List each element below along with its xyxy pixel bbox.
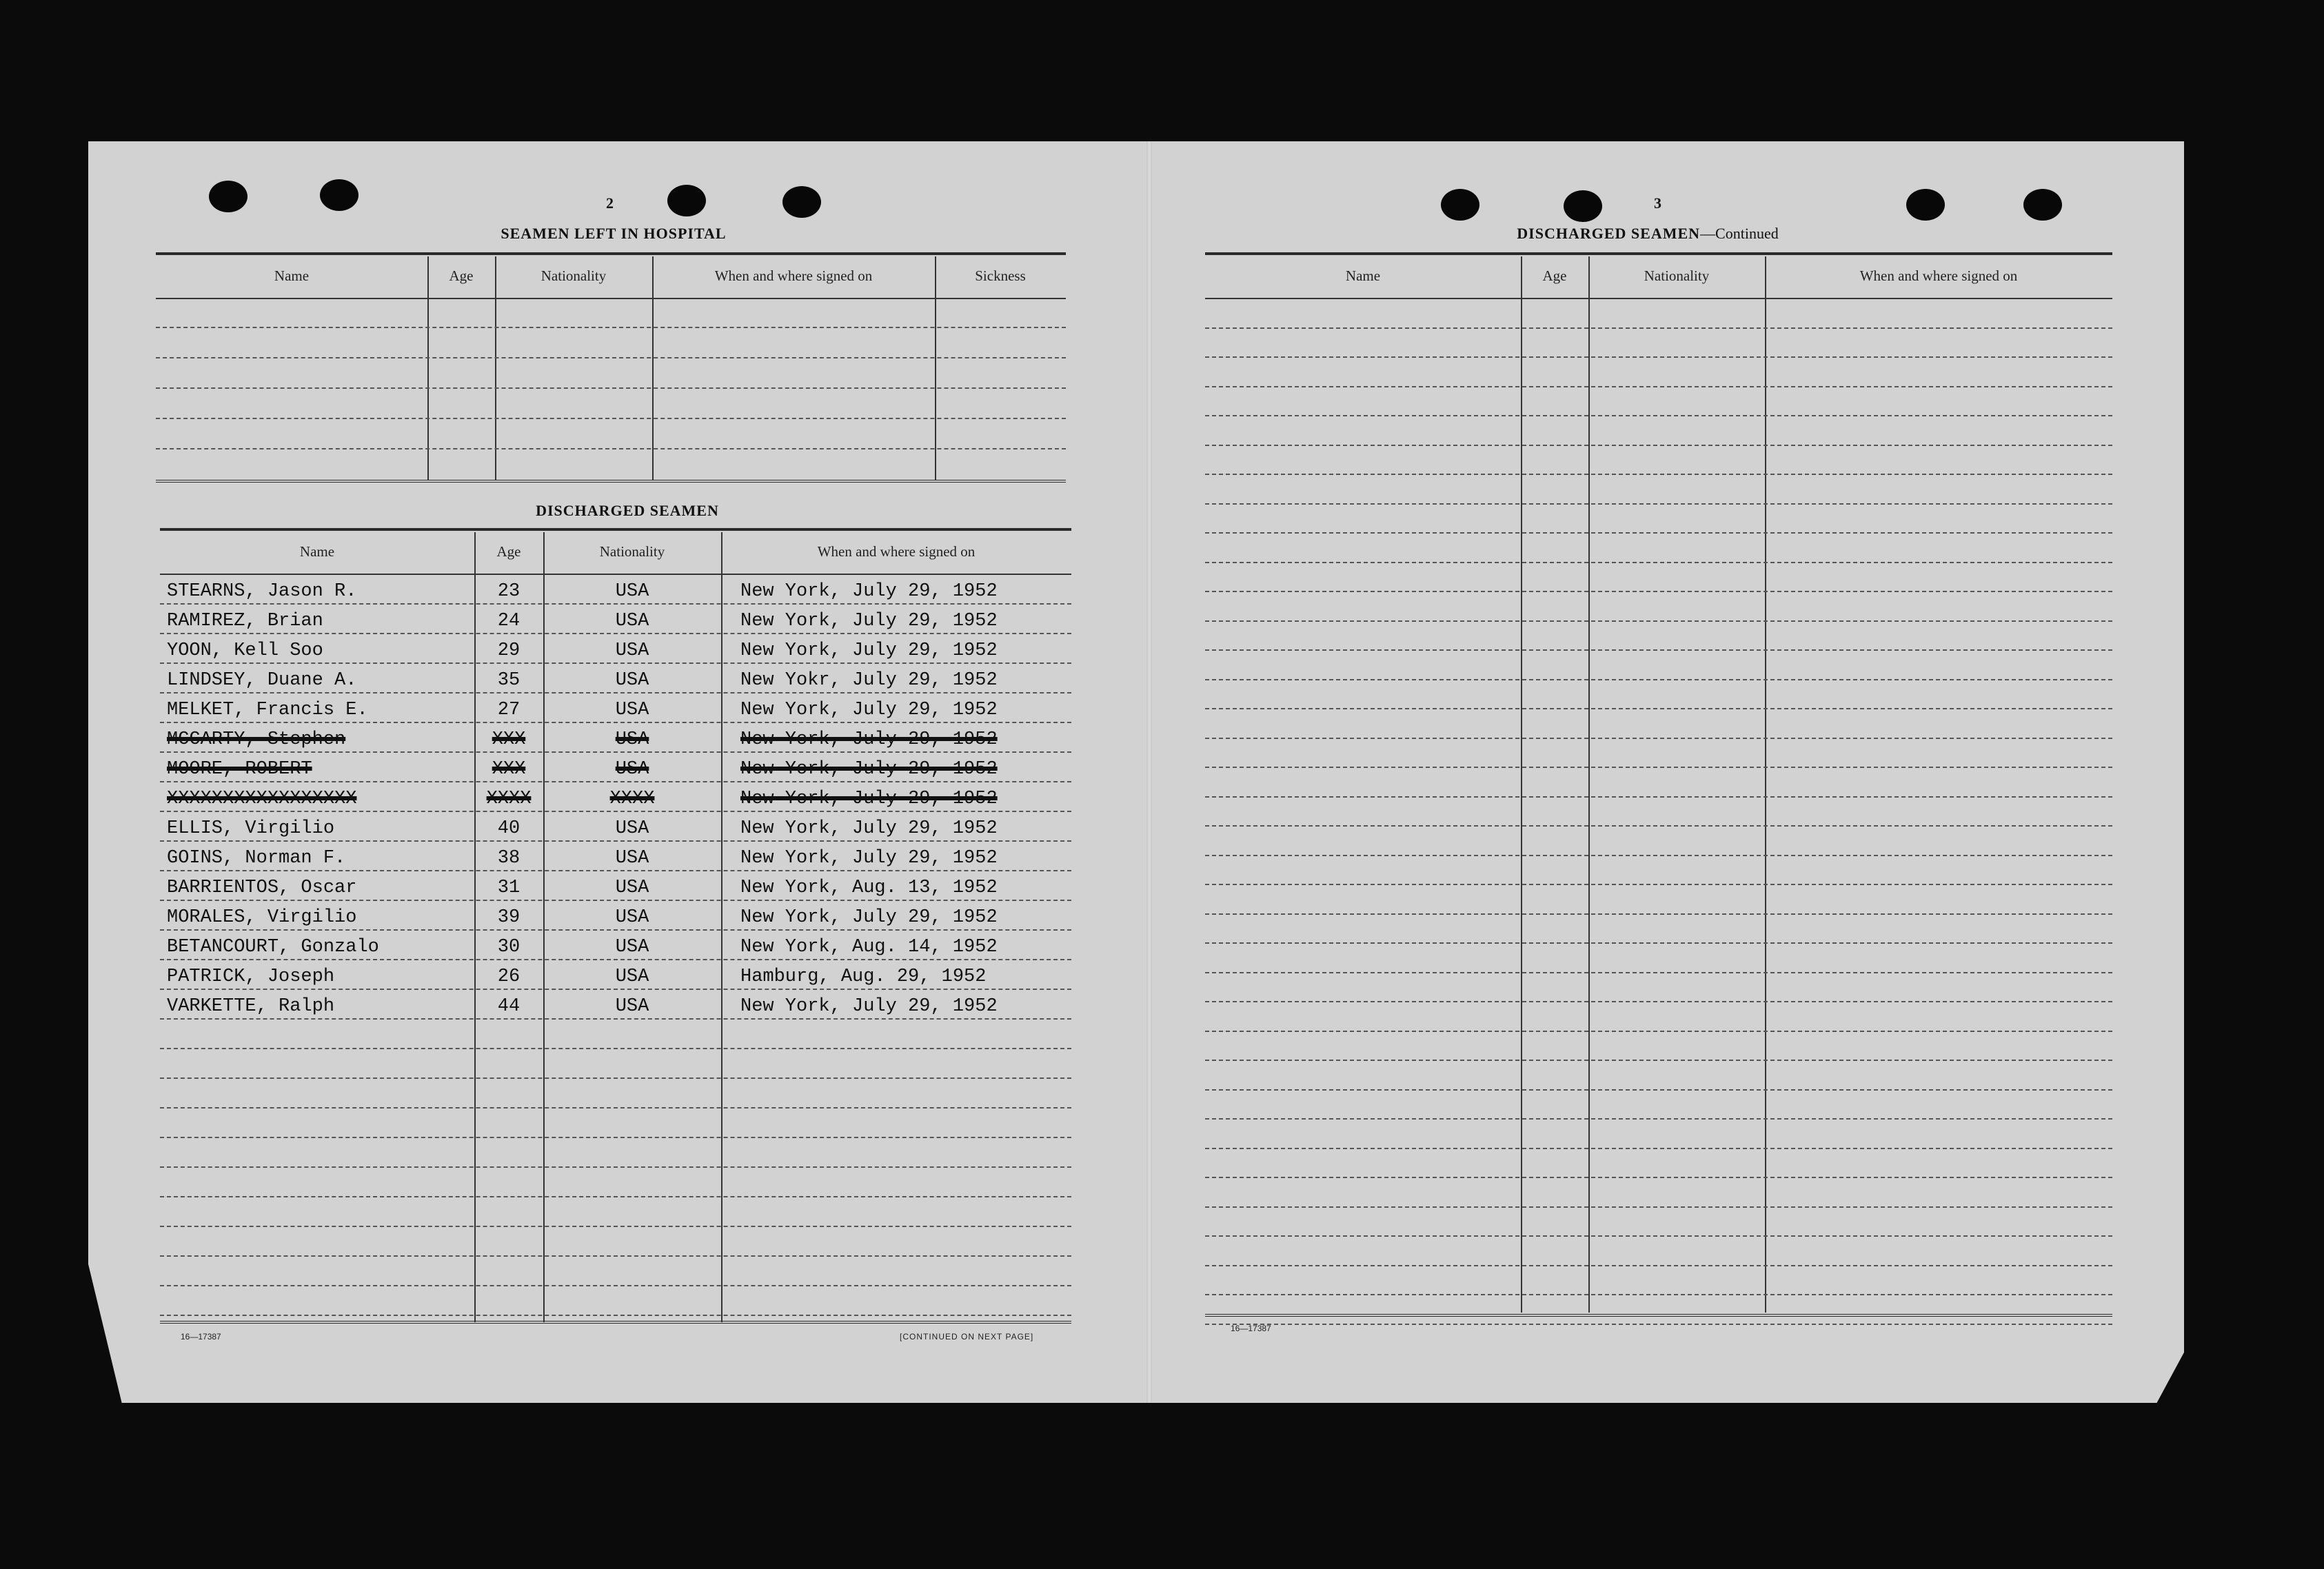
table-row <box>160 605 1071 634</box>
seaman-name: YOON, Kell Soo <box>167 640 323 661</box>
header-age: Age <box>1542 267 1567 284</box>
table-row <box>1205 885 2112 915</box>
seaman-signed-on: New York, July 29, 1952 <box>740 818 998 839</box>
table-row <box>160 1286 1071 1316</box>
table-row <box>1205 446 2112 476</box>
punch-hole <box>209 181 247 212</box>
discharged-continued-table <box>1205 252 2112 1318</box>
seaman-name: MOORE, ROBERT <box>167 759 312 780</box>
seaman-name: MORALES, Virgilio <box>167 907 357 928</box>
table-row <box>160 901 1071 931</box>
hospital-section-title: SEAMEN LEFT IN HOSPITAL <box>501 225 727 242</box>
seaman-nationality: USA <box>615 759 649 780</box>
header-name: Name <box>274 267 310 284</box>
seaman-signed-on: New York, July 29, 1952 <box>740 759 998 780</box>
table-row <box>160 842 1071 871</box>
continued-note: [CONTINUED ON NEXT PAGE] <box>900 1332 1034 1342</box>
seaman-signed-on: New York, July 29, 1952 <box>740 581 998 602</box>
table-row <box>160 694 1071 723</box>
table-row <box>156 358 1066 389</box>
table-row <box>160 1138 1071 1168</box>
table-row <box>1205 622 2112 651</box>
table-row <box>160 753 1071 782</box>
table-row <box>160 871 1071 901</box>
table-row <box>1205 739 2112 769</box>
table-row <box>1205 1237 2112 1266</box>
table-row <box>1205 329 2112 358</box>
table-row <box>1205 1178 2112 1208</box>
punch-hole <box>1564 190 1602 222</box>
seaman-age: XXXX <box>486 789 532 809</box>
table-row <box>1205 1295 2112 1325</box>
punch-hole <box>667 185 706 216</box>
table-row <box>160 1257 1071 1286</box>
table-row <box>156 328 1066 358</box>
seaman-name: GOINS, Norman F. <box>167 848 346 869</box>
seaman-age: 26 <box>497 966 521 987</box>
seaman-name: XXXXXXXXXXXXXXXXX <box>167 789 357 809</box>
table-row <box>1205 1120 2112 1149</box>
seaman-age: 44 <box>497 996 521 1017</box>
seaman-age: 40 <box>497 818 521 839</box>
table-row <box>160 1227 1071 1257</box>
table-row <box>1205 973 2112 1003</box>
table-row <box>160 990 1071 1020</box>
table-row <box>160 1168 1071 1197</box>
header-age: Age <box>496 543 521 560</box>
table-row <box>156 298 1066 328</box>
seaman-signed-on: New York, July 29, 1952 <box>740 996 998 1017</box>
seaman-nationality: USA <box>615 729 649 750</box>
seaman-nationality: USA <box>615 670 649 691</box>
seaman-signed-on: Hamburg, Aug. 29, 1952 <box>740 966 987 987</box>
table-row <box>1205 534 2112 563</box>
table-row <box>1205 563 2112 593</box>
seaman-nationality: USA <box>615 700 649 720</box>
right-page-title <box>1448 225 1848 243</box>
table-row <box>160 1109 1071 1138</box>
table-row <box>160 960 1071 990</box>
seaman-name: LINDSEY, Duane A. <box>167 670 357 691</box>
seaman-age: 31 <box>497 878 521 898</box>
seaman-name: RAMIREZ, Brian <box>167 611 323 631</box>
seaman-signed-on: New York, Aug. 14, 1952 <box>740 937 998 958</box>
seaman-signed-on: New York, Aug. 13, 1952 <box>740 878 998 898</box>
title-main: DISCHARGED SEAMEN <box>1517 225 1701 242</box>
punch-hole <box>782 186 821 218</box>
seaman-name: BETANCOURT, Gonzalo <box>167 937 379 958</box>
seaman-signed-on: New York, July 29, 1952 <box>740 700 998 720</box>
table-row <box>1205 1091 2112 1120</box>
table-row <box>156 419 1066 449</box>
seaman-name: STEARNS, Jason R. <box>167 581 357 602</box>
table-row <box>1205 768 2112 798</box>
table-row <box>160 1020 1071 1049</box>
table-row <box>1205 1032 2112 1062</box>
seaman-age: 35 <box>497 670 521 691</box>
header-name: Name <box>299 543 335 560</box>
seaman-signed-on: New York, July 29, 1952 <box>740 848 998 869</box>
seaman-signed-on: New York, July 29, 1952 <box>740 907 998 928</box>
seaman-nationality: USA <box>615 996 649 1017</box>
seaman-age: 38 <box>497 848 521 869</box>
seaman-signed-on: New York, July 29, 1952 <box>740 640 998 661</box>
seaman-name: ELLIS, Virgilio <box>167 818 335 839</box>
table-row <box>1205 798 2112 827</box>
seaman-signed-on: New Yokr, July 29, 1952 <box>740 670 998 691</box>
table-row <box>156 389 1066 419</box>
form-number-right: 16—17387 <box>1231 1324 1271 1333</box>
form-number: 16—17387 <box>181 1332 221 1342</box>
table-row <box>1205 709 2112 739</box>
table-row <box>1205 856 2112 886</box>
seaman-signed-on: New York, July 29, 1952 <box>740 729 998 750</box>
header-nationality: Nationality <box>540 267 607 284</box>
table-row <box>1205 475 2112 505</box>
punch-hole <box>1441 189 1479 221</box>
table-row <box>1205 1002 2112 1032</box>
table-row <box>160 723 1071 753</box>
header-name: Name <box>1345 267 1381 284</box>
seaman-signed-on: New York, July 29, 1952 <box>740 611 998 631</box>
table-row <box>160 664 1071 694</box>
table-row <box>160 782 1071 812</box>
seaman-age: 24 <box>497 611 521 631</box>
discharged-section-title: DISCHARGED SEAMEN <box>536 502 719 519</box>
header-nationality: Nationality <box>1644 267 1710 284</box>
header-nationality: Nationality <box>599 543 665 560</box>
seaman-nationality: USA <box>615 878 649 898</box>
table-row <box>160 931 1071 960</box>
seaman-name: MCCARTY, Stephen <box>167 729 346 750</box>
table-row <box>160 634 1071 664</box>
table-row <box>1205 944 2112 973</box>
table-row <box>160 1197 1071 1227</box>
table-row <box>1205 827 2112 856</box>
table-row <box>1205 387 2112 417</box>
table-row <box>1205 1208 2112 1237</box>
right-page-number: 3 <box>1654 194 1662 212</box>
header-sickness: Sickness <box>975 267 1026 284</box>
seaman-nationality: XXXX <box>609 789 655 809</box>
seaman-age: 29 <box>497 640 521 661</box>
seaman-age: 23 <box>497 581 521 602</box>
table-row <box>160 575 1071 605</box>
hospital-table <box>156 252 1066 484</box>
seaman-nationality: USA <box>615 848 649 869</box>
table-row <box>1205 505 2112 534</box>
header-signed-on: When and where signed on <box>1859 267 2018 284</box>
header-signed-on: When and where signed on <box>817 543 976 560</box>
seaman-name: VARKETTE, Ralph <box>167 996 335 1017</box>
seaman-nationality: USA <box>615 640 649 661</box>
table-row <box>1205 358 2112 387</box>
seaman-age: 39 <box>497 907 521 928</box>
punch-hole <box>1906 189 1945 221</box>
table-row <box>1205 1266 2112 1296</box>
table-row <box>1205 299 2112 329</box>
seaman-nationality: USA <box>615 966 649 987</box>
table-row <box>1205 1149 2112 1179</box>
seaman-nationality: USA <box>615 818 649 839</box>
header-age: Age <box>449 267 474 284</box>
punch-hole <box>2023 189 2062 221</box>
seaman-age: XXX <box>492 759 526 780</box>
left-page-number: 2 <box>606 194 614 212</box>
seaman-nationality: USA <box>615 937 649 958</box>
table-row <box>1205 680 2112 710</box>
seaman-age: 30 <box>497 937 521 958</box>
header-signed-on: When and where signed on <box>714 267 873 284</box>
table-row <box>1205 592 2112 622</box>
table-row <box>160 812 1071 842</box>
seaman-nationality: USA <box>615 907 649 928</box>
seaman-name: BARRIENTOS, Oscar <box>167 878 357 898</box>
table-row <box>1205 651 2112 680</box>
title-continued: —Continued <box>1700 225 1779 242</box>
punch-hole <box>320 179 358 211</box>
seaman-signed-on: New York, July 29, 1952 <box>740 789 998 809</box>
seaman-name: PATRICK, Joseph <box>167 966 335 987</box>
seaman-age: XXX <box>492 729 526 750</box>
table-row <box>160 1049 1071 1079</box>
seaman-name: MELKET, Francis E. <box>167 700 368 720</box>
table-row <box>1205 1061 2112 1091</box>
seaman-nationality: USA <box>615 581 649 602</box>
seaman-age: 27 <box>497 700 521 720</box>
discharged-table <box>160 528 1071 1328</box>
table-row <box>1205 915 2112 944</box>
seaman-nationality: USA <box>615 611 649 631</box>
table-row <box>1205 416 2112 446</box>
table-row <box>160 1079 1071 1109</box>
page-fold <box>1146 141 1152 1403</box>
